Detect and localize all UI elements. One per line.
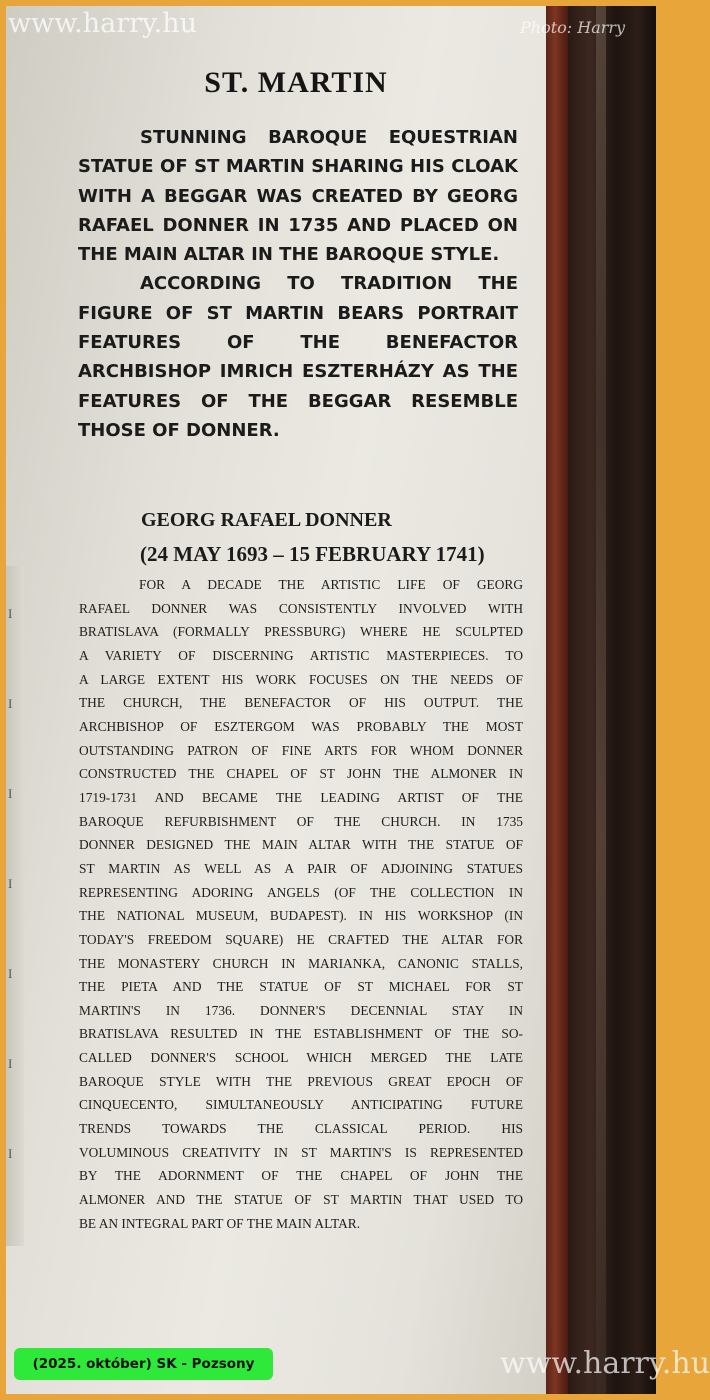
- text-line: CALLED DONNER'S SCHOOL WHICH MERGED THE LATE: [79, 1050, 523, 1066]
- photo-caption: (2025. október) SK - Pozsony: [14, 1348, 273, 1380]
- bio-name: GEORG RAFAEL DONNER: [141, 509, 392, 531]
- photo-frame: [6, 6, 656, 1394]
- text-line: THE CHURCH, THE BENEFACTOR OF HIS OUTPUT. THE: [79, 695, 523, 711]
- edge-mark: I: [8, 876, 13, 891]
- bio-dates: (24 MAY 1693 – 15 FEBRUARY 1741): [140, 542, 485, 566]
- information-sign: [6, 6, 554, 1394]
- text-line: ARCHBISHOP OF ESZTERGOM WAS PROBABLY THE MOST: [79, 718, 523, 734]
- text-line: REPRESENTING ADORING ANGELS (OF THE COLLECTION IN: [79, 884, 523, 900]
- text-line: VOLUMINOUS CREATIVITY IN ST MARTIN'S IS REPRESENTED: [79, 1144, 523, 1160]
- edge-mark: I: [8, 786, 13, 801]
- watermark-photo-credit: Photo: Harry: [520, 18, 626, 37]
- edge-mark: I: [8, 696, 13, 711]
- text-line: FEATURES OF THE BEGGAR RESEMBLE: [78, 390, 518, 412]
- text-line: STUNNING BAROQUE EQUESTRIAN: [140, 127, 518, 148]
- wooden-pillar: [568, 6, 656, 1394]
- text-line: BY THE ADORNMENT OF THE CHAPEL OF JOHN THE: [79, 1168, 523, 1184]
- sign-edge-strip: [6, 566, 24, 1246]
- text-line: BAROQUE STYLE WITH THE PREVIOUS GREAT EPOCH OF: [79, 1073, 523, 1089]
- text-line: OUTSTANDING PATRON OF FINE ARTS FOR WHOM DONNER: [79, 742, 523, 758]
- text-line: WITH A BEGGAR WAS CREATED BY GEORG: [78, 185, 518, 207]
- text-line: 1719-1731 AND BECAME THE LEADING ARTIST OF THE: [79, 789, 523, 805]
- text-line: TODAY'S FREEDOM SQUARE) HE CRAFTED THE ALTAR FOR: [79, 931, 523, 947]
- biography-text: [79, 573, 523, 1235]
- edge-mark: I: [8, 966, 13, 981]
- wooden-frame-edge: [546, 6, 568, 1394]
- text-line: THE PIETA AND THE STATUE OF ST MICHAEL FOR ST: [79, 979, 523, 995]
- text-line: FOR A DECADE THE ARTISTIC LIFE OF GEORG: [139, 577, 523, 592]
- text-line: TRENDS TOWARDS THE CLASSICAL PERIOD. HIS: [79, 1121, 523, 1137]
- text-line: ALMONER AND THE STATUE OF ST MARTIN THAT USED TO: [79, 1192, 523, 1208]
- sign-title: ST. MARTIN: [204, 66, 388, 99]
- intro-paragraph: [78, 123, 518, 445]
- text-line: ST MARTIN AS WELL AS A PAIR OF ADJOINING STATUES: [79, 860, 523, 876]
- text-line: A LARGE EXTENT HIS WORK FOCUSES ON THE NEEDS OF: [79, 671, 523, 687]
- text-line: CONSTRUCTED THE CHAPEL OF ST JOHN THE ALMONER IN: [79, 766, 523, 782]
- text-line: A VARIETY OF DISCERNING ARTISTIC MASTERPIECES. TO: [79, 647, 523, 663]
- text-line: FEATURES OF THE BENEFACTOR: [78, 332, 518, 354]
- text-line: BE AN INTEGRAL PART OF THE MAIN ALTAR.: [79, 1215, 361, 1231]
- wood-highlight: [596, 6, 606, 1394]
- text-line: BRATISLAVA RESULTED IN THE ESTABLISHMENT OF THE SO-: [79, 1026, 523, 1042]
- edge-mark: I: [8, 1146, 13, 1161]
- watermark-bottom: www.harry.hu: [500, 1346, 710, 1381]
- text-line: STATUE OF ST MARTIN SHARING HIS CLOAK: [78, 156, 518, 178]
- text-line: ARCHBISHOP IMRICH ESZTERHÁZY AS THE: [78, 361, 518, 383]
- text-line: THOSE OF DONNER.: [78, 419, 280, 441]
- text-line: ACCORDING TO TRADITION THE: [140, 273, 518, 295]
- edge-mark: I: [8, 1056, 13, 1071]
- text-line: MARTIN'S IN 1736. DONNER'S DECENNIAL STAY IN: [79, 1002, 523, 1018]
- text-line: THE MAIN ALTAR IN THE BAROQUE STYLE.: [78, 244, 500, 266]
- text-line: FIGURE OF ST MARTIN BEARS PORTRAIT: [78, 302, 518, 324]
- text-line: BAROQUE REFURBISHMENT OF THE CHURCH. IN 1735: [79, 813, 523, 829]
- watermark-top: www.harry.hu: [8, 8, 198, 39]
- text-line: RAFAEL DONNER IN 1735 AND PLACED ON: [78, 214, 518, 236]
- text-line: CINQUECENTO, SIMULTANEOUSLY ANTICIPATING FUTURE: [79, 1097, 523, 1113]
- text-line: DONNER DESIGNED THE MAIN ALTAR WITH THE STATUE OF: [79, 837, 523, 853]
- text-line: RAFAEL DONNER WAS CONSISTENTLY INVOLVED WITH: [79, 600, 523, 616]
- text-line: BRATISLAVA (FORMALLY PRESSBURG) WHERE HE SCULPTED: [79, 624, 523, 640]
- text-line: THE MONASTERY CHURCH IN MARIANKA, CANONIC STALLS,: [79, 955, 523, 971]
- text-line: THE NATIONAL MUSEUM, BUDAPEST). IN HIS WORKSHOP (IN: [79, 908, 523, 924]
- edge-mark: I: [8, 606, 13, 621]
